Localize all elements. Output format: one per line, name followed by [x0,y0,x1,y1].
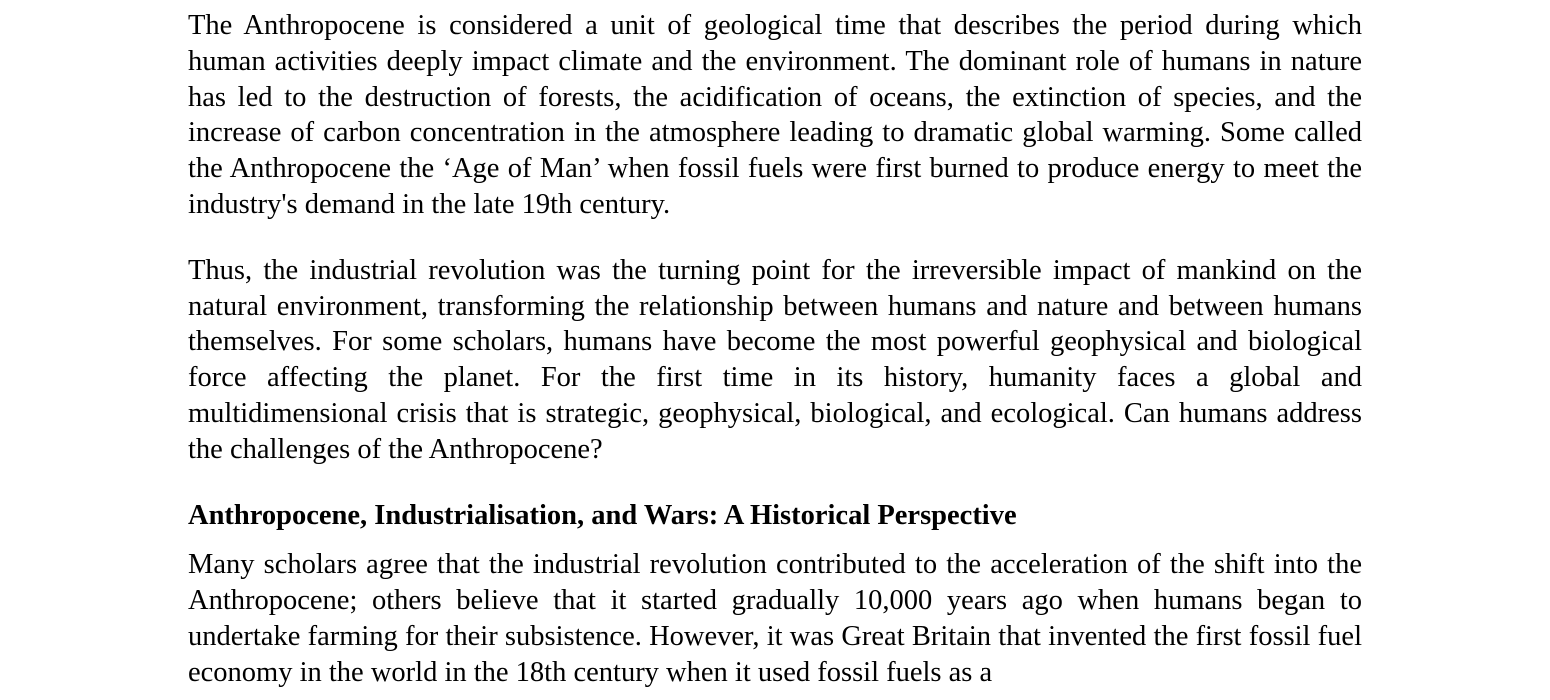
section-heading: Anthropocene, Industrialisation, and Wars: A Historical Perspective [188,499,1017,531]
body-paragraph: Thus, the industrial revolution was the turning point for the irreversible impact of mankind on the natural environment, transforming the relationship between humans and nature and between humans themselves. For some scholars, humans have become the most powerful geophysical and biological force affecting the planet. For the first time in its history, humanity faces a global and multidimensional crisis that is strategic, geophysical, biological, and ecological. Can humans address the challenges of the Anthropocene? [188,254,1362,465]
document-page [188,8,1362,691]
body-paragraph: Many scholars agree that the industrial revolution contributed to the acceleration of the shift into the Anthropocene; others believe that it started gradually 10,000 years ago when humans began to undertake farming for their subsistence. However, it was Great Britain that invented the first fossil fuel economy in the world in the 18th century when it used fossil fuels as a [188,549,1362,688]
body-paragraph: The Anthropocene is considered a unit of geological time that describes the period during which human activities deeply impact climate and the environment. The dominant role of humans in nature has led to the destruction of forests, the acidification of oceans, the extinction of species, and the increase of carbon concentration in the atmosphere leading to dramatic global warming. Some called the Anthropocene the ‘Age of Man’ when fossil fuels were first burned to produce energy to meet the industry's demand in the late 19th century. [188,10,1362,220]
